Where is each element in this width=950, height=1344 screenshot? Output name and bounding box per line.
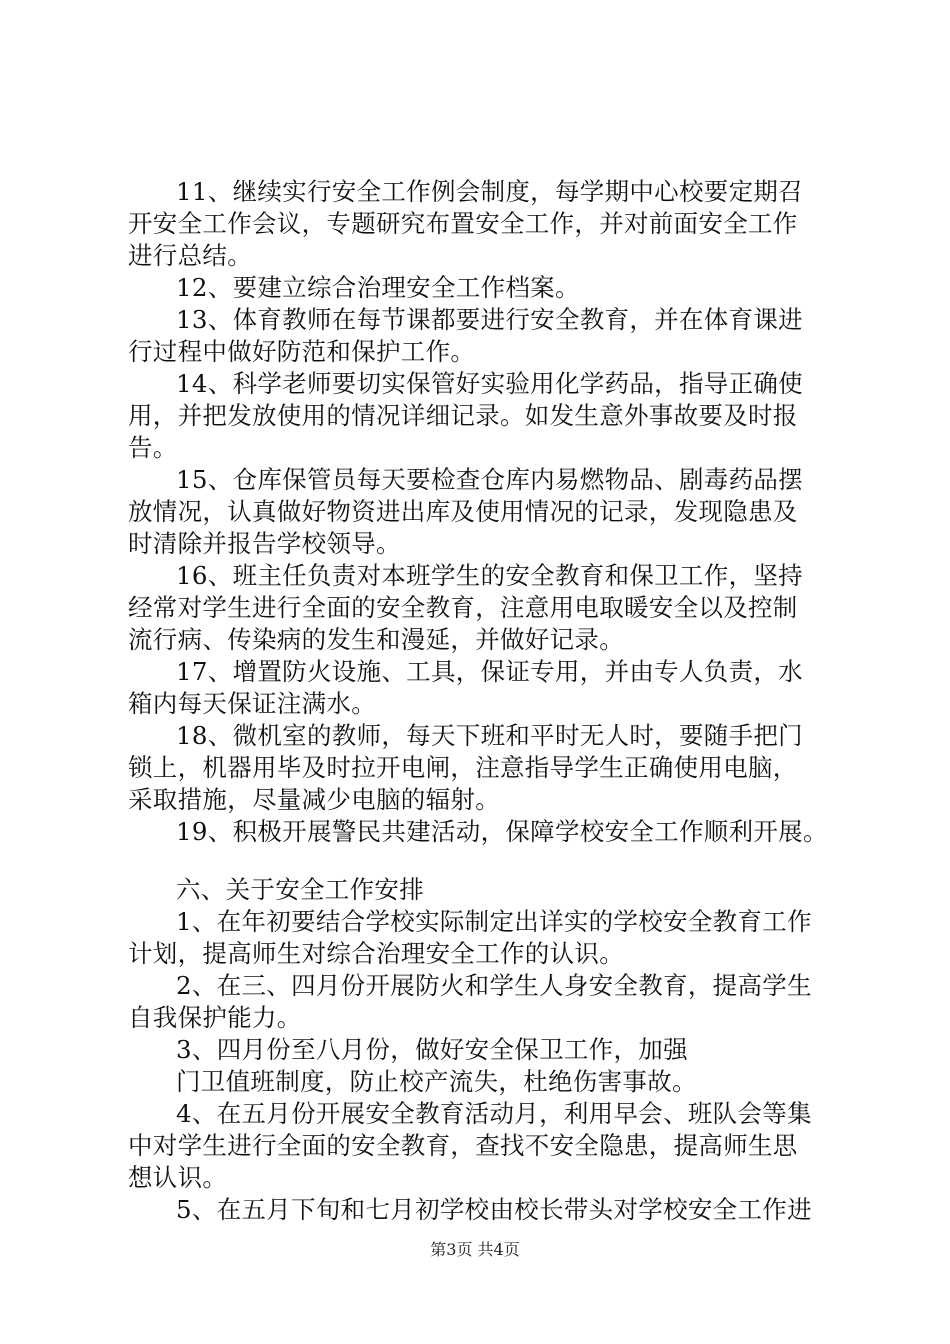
text-line: 3、四月份至八月份，做好安全保卫工作，加强 bbox=[176, 1035, 688, 1064]
section-heading: 六、关于安全工作安排 bbox=[176, 875, 424, 904]
text-line: 11、继续实行安全工作例会制度，每学期中心校要定期召 bbox=[176, 177, 803, 206]
text-line: 自我保护能力。 bbox=[128, 1003, 302, 1032]
text-line: 1、在年初要结合学校实际制定出详实的学校安全教育工作 bbox=[176, 907, 812, 936]
text-line: 19、积极开展警民共建活动，保障学校安全工作顺利开展。 bbox=[176, 817, 828, 846]
text-line: 放情况，认真做好物资进出库及使用情况的记录，发现隐患及 bbox=[128, 497, 798, 526]
text-line: 锁上，机器用毕及时拉开电闸，注意指导学生正确使用电脑， bbox=[128, 753, 798, 782]
text-line: 13、体育教师在每节课都要进行安全教育，并在体育课进 bbox=[176, 305, 803, 334]
text-line: 开安全工作会议，专题研究布置安全工作，并对前面安全工作 bbox=[128, 209, 798, 238]
text-line: 门卫值班制度，防止校产流失，杜绝伤害事故。 bbox=[176, 1067, 697, 1096]
text-line: 想认识。 bbox=[128, 1163, 228, 1192]
text-line: 采取措施，尽量减少电脑的辐射。 bbox=[128, 785, 500, 814]
text-line: 告。 bbox=[128, 433, 178, 462]
text-line: 中对学生进行全面的安全教育，查找不安全隐患，提高师生思 bbox=[128, 1131, 798, 1160]
text-line: 14、科学老师要切实保管好实验用化学药品，指导正确使 bbox=[176, 369, 803, 398]
text-line: 16、班主任负责对本班学生的安全教育和保卫工作，坚持 bbox=[176, 561, 803, 590]
text-line: 15、仓库保管员每天要检查仓库内易燃物品、剧毒药品摆 bbox=[176, 465, 803, 494]
text-line: 时清除并报告学校领导。 bbox=[128, 529, 401, 558]
text-line: 行过程中做好防范和保护工作。 bbox=[128, 337, 476, 366]
text-line: 4、在五月份开展安全教育活动月，利用早会、班队会等集 bbox=[176, 1099, 812, 1128]
text-line: 经常对学生进行全面的安全教育，注意用电取暖安全以及控制 bbox=[128, 593, 798, 622]
text-line: 计划，提高师生对综合治理安全工作的认识。 bbox=[128, 939, 624, 968]
text-line: 用，并把发放使用的情况详细记录。如发生意外事故要及时报 bbox=[128, 401, 798, 430]
text-line: 箱内每天保证注满水。 bbox=[128, 689, 376, 718]
page-footer: 第3页 共4页 bbox=[430, 1240, 520, 1259]
text-line: 进行总结。 bbox=[128, 241, 252, 270]
text-line: 12、要建立综合治理安全工作档案。 bbox=[176, 273, 580, 302]
text-line: 18、微机室的教师，每天下班和平时无人时，要随手把门 bbox=[176, 721, 803, 750]
text-line: 17、增置防火设施、工具，保证专用，并由专人负责，水 bbox=[176, 657, 803, 686]
text-line: 流行病、传染病的发生和漫延，并做好记录。 bbox=[128, 625, 624, 654]
text-line: 5、在五月下旬和七月初学校由校长带头对学校安全工作进 bbox=[176, 1195, 812, 1224]
text-line: 2、在三、四月份开展防火和学生人身安全教育，提高学生 bbox=[176, 971, 812, 1000]
